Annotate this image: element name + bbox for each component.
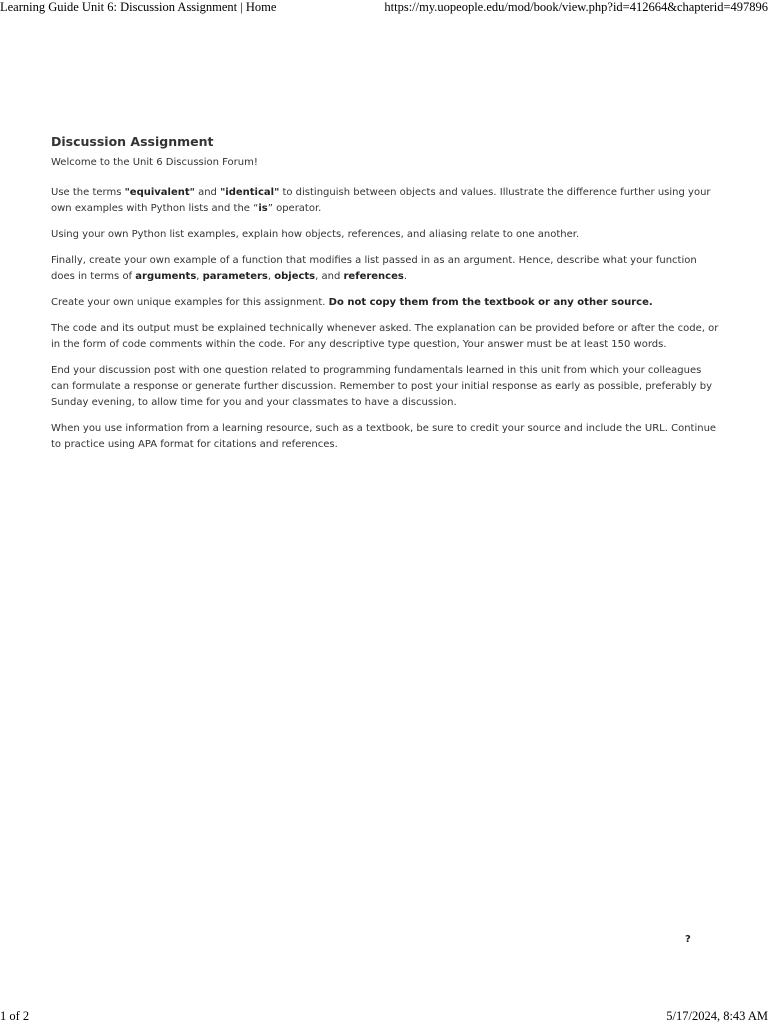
text-run: to distinguish between objects and values. Illustrate the difference further using your own examples with Python lists and the “	[51, 187, 711, 214]
page-count: 1 of 2	[0, 1009, 30, 1023]
paragraph-explanation: The code and its output must be explained technically whenever asked. The explanation can be provided before or after the code, or in the form of code comments within the code. For any descriptive type question, Your answer must be at least 150 words.	[51, 323, 719, 350]
print-page-title: Learning Guide Unit 6: Discussion Assignment | Home	[0, 0, 277, 14]
text-run: , and	[315, 271, 344, 282]
term-references: references	[343, 271, 404, 282]
text-run: ,	[267, 271, 275, 282]
term-is-operator: is	[258, 203, 268, 214]
paragraph-citations: When you use information from a learning resource, such as a textbook, be sure to credit your source and include the URL. Continue to practice using APA format for citations and references.	[51, 423, 717, 450]
term-parameters: parameters	[202, 271, 268, 282]
text-run: Create your own unique examples for this assignment.	[51, 297, 329, 308]
text-run: Finally, create your own example of a function that modifies a list passed in as an argument. Hence, describe what your function does in terms of	[51, 255, 697, 282]
assignment-content	[51, 134, 721, 463]
print-datetime: 5/17/2024, 8:43 AM	[666, 1009, 768, 1023]
print-footer	[0, 1009, 768, 1027]
paragraph-originality	[51, 295, 721, 311]
text-run: .	[403, 271, 408, 282]
text-run: and	[194, 187, 221, 198]
welcome-text: Welcome to the Unit 6 Discussion Forum!	[51, 157, 258, 168]
text-run: Use the terms	[51, 187, 125, 198]
paragraph-function	[51, 253, 721, 285]
text-run: ” operator.	[267, 203, 322, 214]
term-equivalent: "equivalent"	[124, 187, 195, 198]
originality-warning: Do not copy them from the textbook or any other source.	[328, 297, 653, 308]
paragraph-question: End your discussion post with one question related to programming fundamentals learned in this unit from which your colleagues can formulate a response or generate further discussion. Remember to post your initial response as early as possible, preferably by Sunday evening, to allow time for you and your classmates to have a discussion.	[51, 365, 713, 408]
paragraph-terms	[51, 185, 721, 217]
help-icon[interactable]: ?	[685, 934, 691, 945]
term-identical: "identical"	[220, 187, 280, 198]
print-header	[0, 0, 768, 18]
term-arguments: arguments	[135, 271, 197, 282]
text-run: ,	[196, 271, 203, 282]
term-objects: objects	[274, 271, 316, 282]
paragraph-aliasing: Using your own Python list examples, explain how objects, references, and aliasing relate to one another.	[51, 229, 580, 240]
page-title: Discussion Assignment	[51, 134, 214, 149]
print-page-url: https://my.uopeople.edu/mod/book/view.php?id=412664&chapterid=497896	[384, 0, 768, 14]
